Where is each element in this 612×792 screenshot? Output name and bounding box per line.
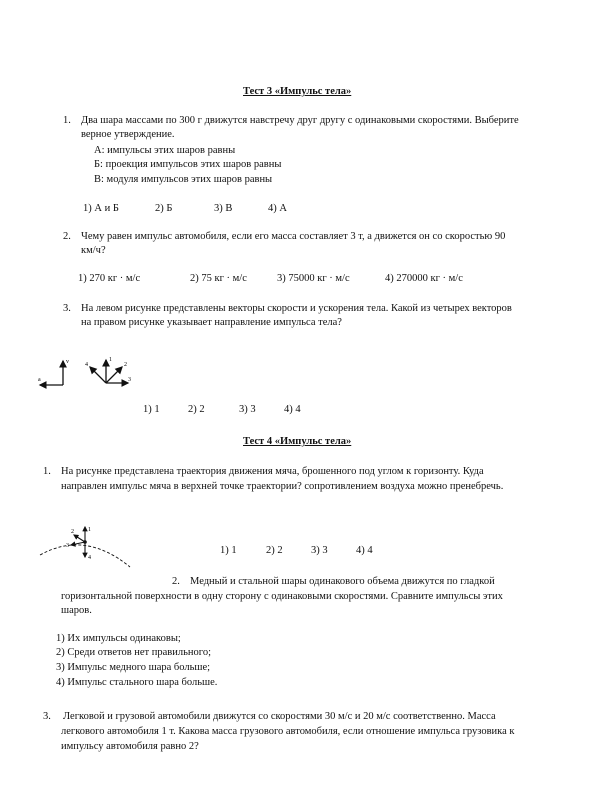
test4-q3-number: 3. — [43, 711, 51, 722]
test3-q1-text-line2: верное утверждение. — [81, 129, 175, 140]
test4-q2-text-line2: горизонтальной поверхности в одну сторону с одинаковыми скоростями. Сравните импульсы этих — [61, 591, 503, 602]
test4-title: Тест 4 «Импульс тела» — [243, 436, 352, 447]
test4-q3-text-line2: легкового автомобиля 1 т. Какова масса грузового автомобиля, если отношение импульса грузовика к — [61, 726, 515, 737]
test4-q3-text-line1: Легковой и грузовой автомобили движутся со скоростями 30 м/с и 20 м/с соответственно. Масса — [63, 711, 496, 722]
label-v: v — [66, 359, 69, 365]
test3-q1-answer-3: 3) В — [214, 203, 233, 214]
test3-q2-answer-4: 4) 270000 кг · м/с — [385, 273, 463, 284]
test3-q1-option-a: А: импульсы этих шаров равны — [94, 145, 236, 156]
test4-q2-option-3: 3) Импульс медного шара больше; — [56, 662, 211, 673]
test3-q3-answer-2: 2) 2 — [188, 404, 205, 415]
label-3: 3 — [66, 543, 69, 549]
test4-q1-text-line1: На рисунке представлена траектория движения мяча, брошенного под углом к горизонту. Куда — [61, 466, 484, 477]
test4-q1-answer-1: 1) 1 — [220, 545, 237, 556]
test3-q3-number: 3. — [63, 303, 71, 314]
label-2: 2 — [71, 529, 74, 535]
label-4: 4 — [85, 362, 88, 368]
label-3: 3 — [128, 377, 131, 383]
test4-q1-number: 1. — [43, 466, 51, 477]
test4-q2-option-1: 1) Их импульсы одинаковы; — [56, 633, 181, 644]
label-1: 1 — [88, 527, 91, 533]
test3-q1-number: 1. — [63, 115, 71, 126]
test4-q2-number: 2. — [172, 576, 180, 587]
test3-q3-text-line1: На левом рисунке представлены векторы скорости и ускорения тела. Какой из четырех векторов — [81, 303, 512, 314]
test3-q2-text-line2: км/ч? — [81, 245, 106, 256]
label-a: a — [38, 377, 41, 383]
test3-q3-vector-figure — [30, 355, 140, 395]
test3-q2-text-line1: Чему равен импульс автомобиля, если его масса составляет 3 т, а движется он со скоростью 90 — [81, 231, 506, 242]
velocity-acceleration-vectors — [38, 359, 69, 385]
test3-title: Тест 3 «Импульс тела» — [243, 86, 352, 97]
test3-q1-option-v: В: модуля импульсов этих шаров равны — [94, 174, 273, 185]
test3-q1-answer-1: 1) А и Б — [83, 203, 119, 214]
ball — [83, 540, 87, 544]
test3-q1-answer-4: 4) А — [268, 203, 287, 214]
test4-q1-trajectory-figure — [35, 525, 140, 575]
test3-q2-answer-3: 3) 75000 кг · м/с — [277, 273, 350, 284]
test3-q2-answer-2: 2) 75 кг · м/с — [190, 273, 247, 284]
test3-q3-answer-4: 4) 4 — [284, 404, 301, 415]
test3-q1-text-line1: Два шара массами по 300 г движутся навстречу друг другу с одинаковыми скоростями. Выберите — [81, 115, 519, 126]
test4-q2-text-line3: шаров. — [61, 605, 92, 616]
test4-q1-answer-3: 3) 3 — [311, 545, 328, 556]
test3-q2-answer-1: 1) 270 кг · м/с — [78, 273, 141, 284]
candidate-momentum-vectors — [85, 357, 131, 383]
test3-q3-answer-1: 1) 1 — [143, 404, 160, 415]
test3-q3-answer-3: 3) 3 — [239, 404, 256, 415]
label-4: 4 — [88, 555, 91, 561]
test4-q1-text-line2: направлен импульс мяча в верхней точке траектории? сопротивлением воздуха можно пренебречь. — [61, 481, 504, 492]
test4-q1-answer-2: 2) 2 — [266, 545, 283, 556]
test4-q3-text-line3: импульсу автомобиля равно 2? — [61, 741, 199, 752]
test4-q2-option-4: 4) Импульс стального шара больше. — [56, 677, 218, 688]
test3-q1-option-b: Б: проекция импульсов этих шаров равны — [94, 159, 282, 170]
label-1: 1 — [109, 357, 112, 363]
label-2: 2 — [124, 362, 127, 368]
test3-q3-text-line2: на правом рисунке указывает направление импульса тела? — [81, 317, 342, 328]
test4-q2-option-2: 2) Среди ответов нет правильного; — [56, 647, 211, 658]
test4-q2-text-line1: Медный и стальной шары одинакового объема движутся по гладкой — [190, 576, 495, 587]
test3-q1-answer-2: 2) Б — [155, 203, 173, 214]
test3-q2-number: 2. — [63, 231, 71, 242]
test4-q1-answer-4: 4) 4 — [356, 545, 373, 556]
